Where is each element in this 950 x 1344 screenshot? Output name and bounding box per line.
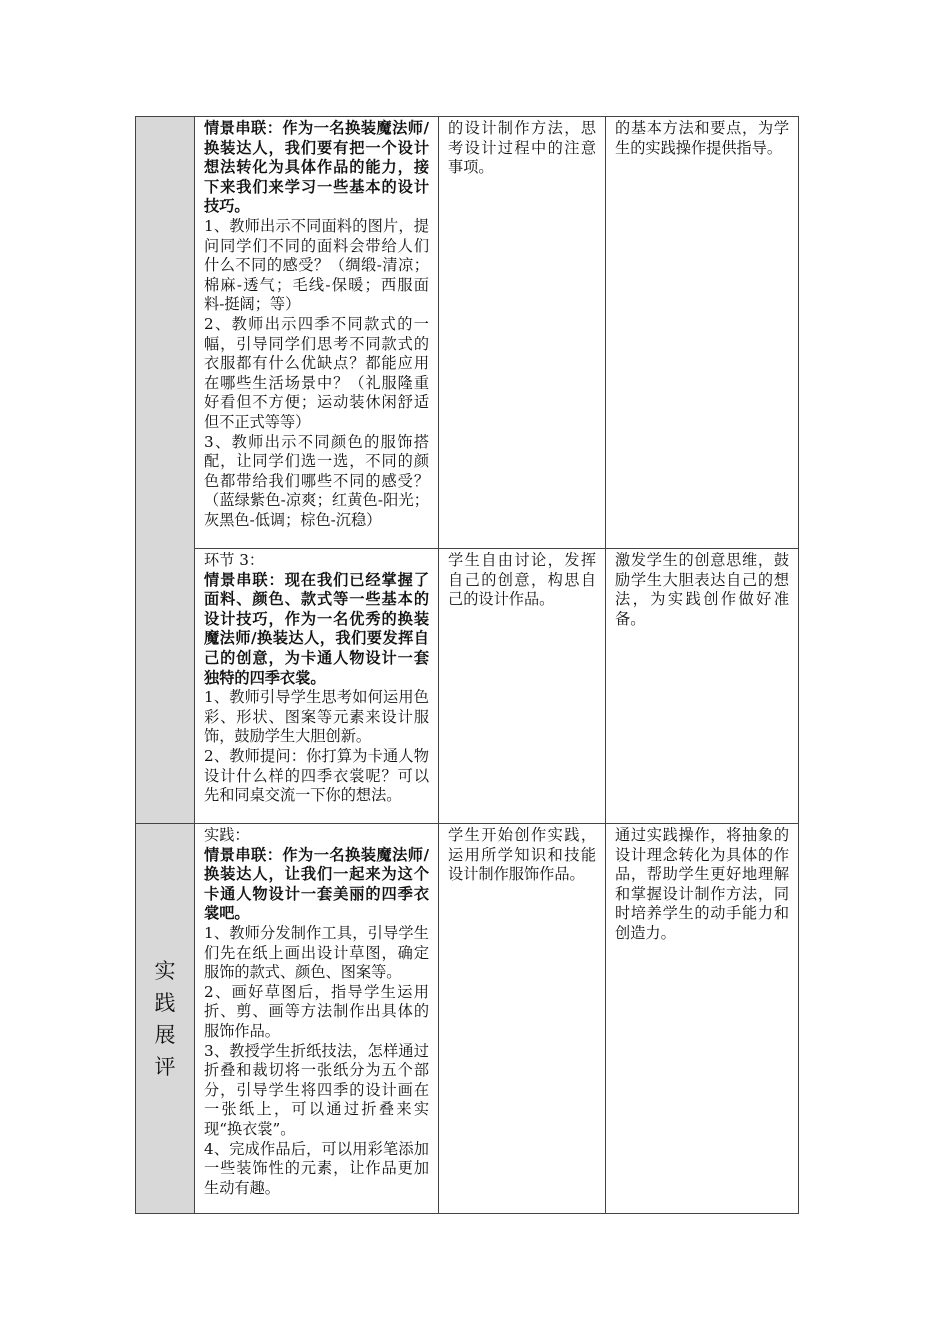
- section-title: 环节 3：: [204, 551, 265, 569]
- teacher-activity-cell: [195, 549, 439, 824]
- activity-item: 1、教师出示不同面料的图片，提问同学们不同的面料会带给人们什么不同的感受？（绸缎-清凉；棉麻-透气；毛线-保暖；西服面料-挺阔；等）: [204, 216, 429, 314]
- student-activity-text: 学生开始创作实践，运用所学知识和技能设计制作服饰作品。: [448, 826, 596, 884]
- teacher-activity-cell: [195, 117, 439, 549]
- scene-link-text: 情景串联：现在我们已经掌握了面料、颜色、款式等一些基本的设计技巧，作为一名优秀的换装魔法师/换装达人，我们要发挥自己的创意，为卡通人物设计一套独特的四季衣裳。: [204, 570, 429, 687]
- section-title: 实践：: [204, 826, 250, 844]
- design-intent-text: 激发学生的创意思维，鼓励学生大胆表达自己的想法，为实践创作做好准备。: [615, 551, 789, 628]
- student-activity-cell: [439, 549, 606, 824]
- design-intent-text: 通过实践操作，将抽象的设计理念转化为具体的作品，帮助学生更好地理解和掌握设计制作方法，同时培养学生的动手能力和创造力。: [615, 826, 789, 942]
- activity-item: 1、教师引导学生思考如何运用色彩、形状、图案等元素来设计服饰，鼓励学生大胆创新。: [204, 688, 429, 746]
- activity-item: 3、教师出示不同颜色的服饰搭配，让同学们选一选，不同的颜色都带给我们哪些不同的感受？（蓝绿紫色-凉爽；红黄色-阳光；灰黑色-低调；棕色-沉稳）: [204, 432, 429, 529]
- stage-cell-empty: [136, 117, 195, 824]
- design-intent-cell: [606, 549, 799, 824]
- table-row: [136, 117, 799, 549]
- activity-item: 2、教师提问：你打算为卡通人物设计什么样的四季衣裳呢？可以先和同桌交流一下你的想法。: [204, 746, 429, 805]
- teacher-activity-cell: [195, 824, 439, 1214]
- table-row: [136, 824, 799, 1214]
- activity-item: 2、画好草图后，指导学生运用折、剪、画等方法制作出具体的服饰作品。: [204, 982, 429, 1040]
- activity-item: 1、教师分发制作工具，引导学生们先在纸上画出设计草图，确定服饰的款式、颜色、图案等。: [204, 923, 429, 982]
- design-intent-cell: [606, 117, 799, 549]
- student-activity-cell: [439, 824, 606, 1214]
- lesson-plan-table: [135, 116, 799, 1214]
- stage-label: 实践展评: [154, 958, 176, 1079]
- activity-item: 3、教授学生折纸技法，怎样通过折叠和裁切将一张纸分为五个部分，引导学生将四季的设计画在一张纸上，可以通过折叠来实现“换衣裳”。: [204, 1041, 429, 1138]
- stage-cell: [136, 824, 195, 1214]
- design-intent-cell: [606, 824, 799, 1214]
- student-activity-cell: [439, 117, 606, 549]
- activity-item: 4、完成作品后，可以用彩笔添加一些装饰性的元素，让作品更加生动有趣。: [204, 1139, 429, 1197]
- scene-link-text: 情景串联：作为一名换装魔法师/换装达人，让我们一起来为这个卡通人物设计一套美丽的四季衣裳吧。: [204, 845, 429, 923]
- activity-item: 2、教师出示四季不同款式的一幅，引导同学们思考不同款式的衣服都有什么优缺点？都能应用在哪些生活场景中？（礼服隆重好看但不方便；运动装休闲舒适但不正式等等）: [204, 314, 429, 431]
- table-row: [136, 549, 799, 824]
- student-activity-text: 的设计制作方法，思考设计过程中的注意事项。: [448, 119, 596, 177]
- student-activity-text: 学生自由讨论，发挥自己的创意，构思自己的设计作品。: [448, 551, 596, 609]
- design-intent-text: 的基本方法和要点，为学生的实践操作提供指导。: [615, 119, 789, 157]
- scene-link-text: 情景串联：作为一名换装魔法师/换装达人，我们要有把一个设计想法转化为具体作品的能力，接下来我们来学习一些基本的设计技巧。: [204, 119, 429, 216]
